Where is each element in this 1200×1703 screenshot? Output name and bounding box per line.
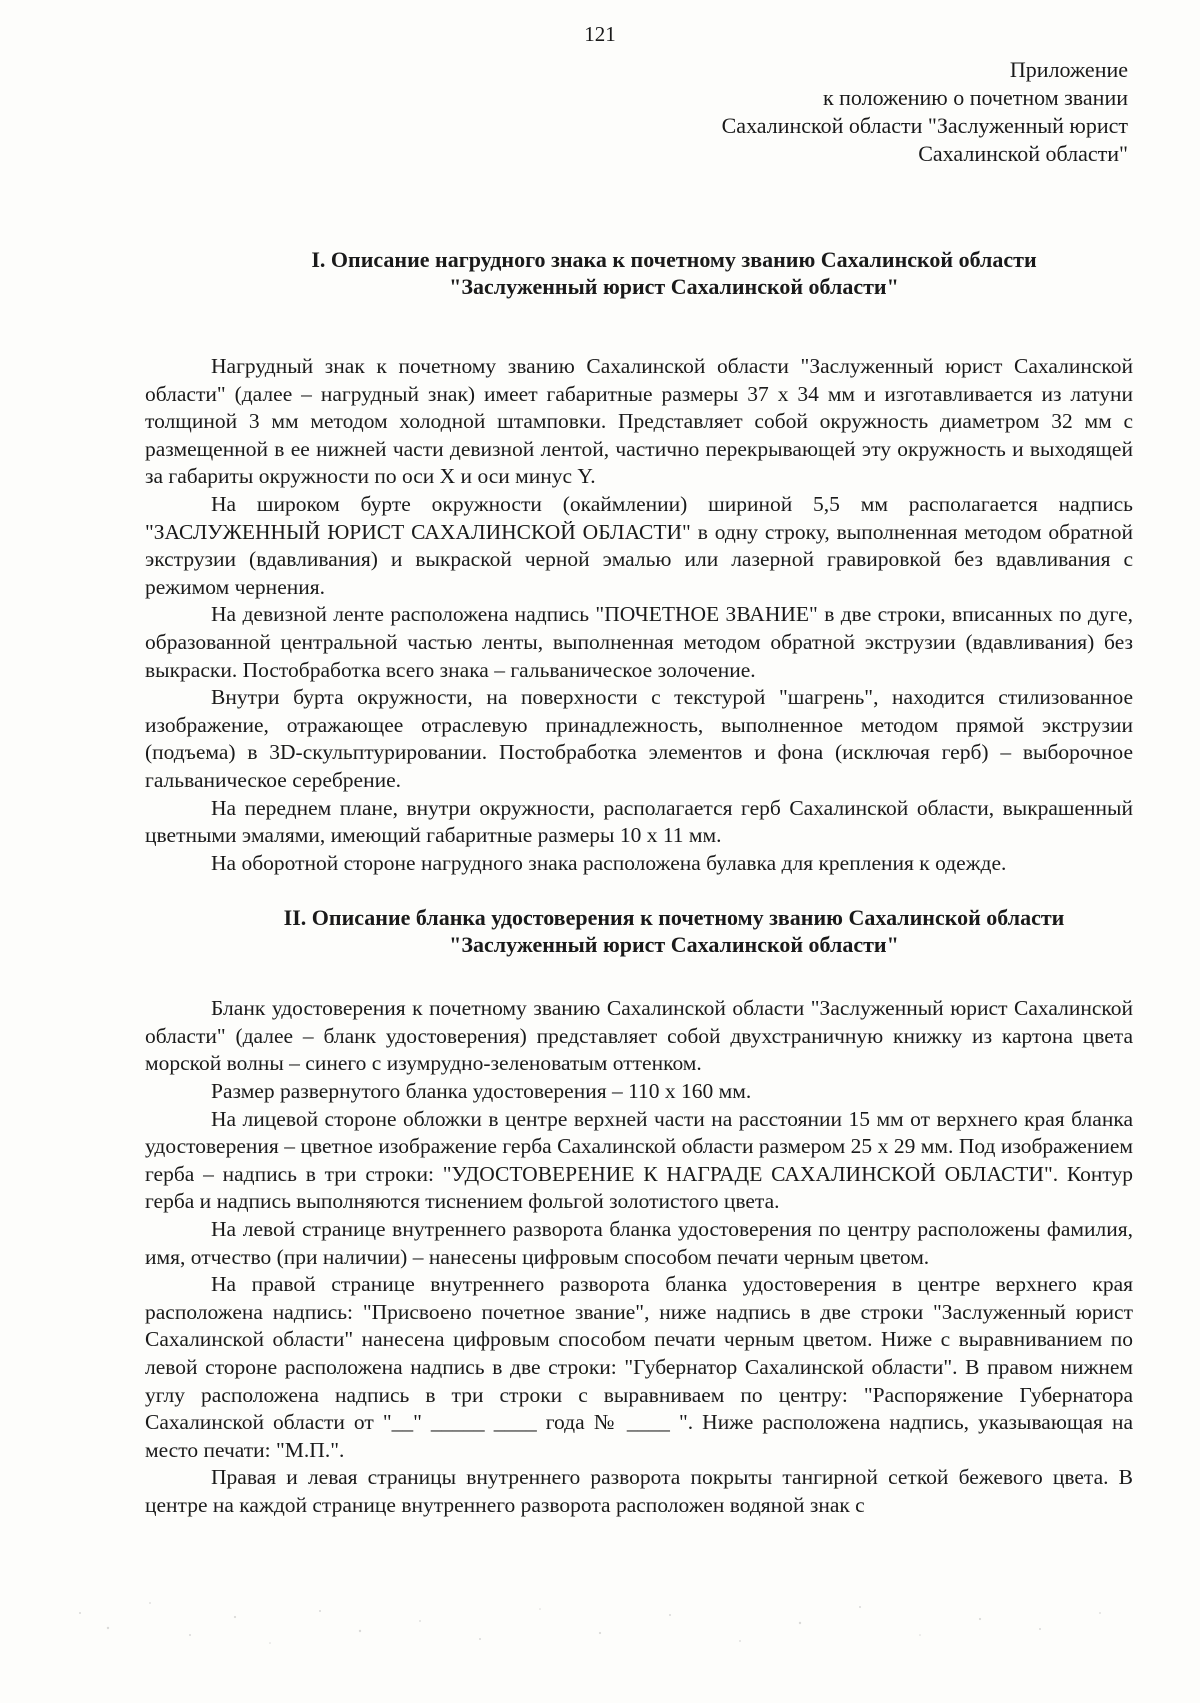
document-body — [145, 246, 1133, 1520]
page-number: 121 — [584, 22, 616, 46]
section1-heading-line: I. Описание нагрудного знака к почетному званию Сахалинской области — [311, 247, 1037, 272]
scan-noise — [60, 1573, 1140, 1663]
paragraph: Нагрудный знак к почетному званию Сахалинской области "Заслуженный юрист Сахалинской области" (далее – нагрудный знак) имеет габаритные размеры 37 x 34 мм и изготавливается из латуни толщиной 3 мм методом холодной штамповки. Представляет собой окружность диаметром 32 мм с размещенной в ее нижней части девизной лентой, частично перекрывающей эту окружность и выходящей за габариты окружности по оси X и оси минус Y. — [145, 354, 1133, 489]
paragraph: На оборотной стороне нагрудного знака расположена булавка для крепления к одежде. — [211, 850, 1007, 875]
paragraph: На широком бурте окружности (окаймлении) шириной 5,5 мм располагается надпись "ЗАСЛУЖЕННЫЙ ЮРИСТ САХАЛИНСКОЙ ОБЛАСТИ" в одну строку, выполненная методом обратной экструзии (вдавливания) и выкраской черной эмалью или лазерной гравировкой без вдавливания с режимом чернения. — [145, 491, 1133, 599]
section2-text — [145, 995, 1133, 1519]
section1-text — [145, 353, 1133, 877]
paragraph: На девизной ленте расположена надпись "ПОЧЕТНОЕ ЗВАНИЕ" в две строки, вписанных по дуге, образованной центральной частью ленты, выполненная методом обратной экструзии (вдавливания) без выкраски. Постобработка всего знака – гальваническое золочение. — [145, 602, 1133, 682]
section2-heading-line: "Заслуженный юрист Сахалинской области" — [449, 932, 899, 958]
appendix-line: Сахалинской области" — [918, 141, 1128, 166]
paragraph: На лицевой стороне обложки в центре верхней части на расстоянии 15 мм от верхнего края бланка удостоверения – цветное изображение герба Сахалинской области размером 25 x 29 мм. Под изображением герба – надпись в три строки: "УДОСТОВЕРЕНИЕ К НАГРАДЕ САХАЛИНСКОЙ ОБЛАСТИ". Контур герба и надпись выполняются тиснением фольгой золотистого цвета. — [145, 1106, 1133, 1214]
paragraph: Размер развернутого бланка удостоверения – 110 x 160 мм. — [211, 1079, 752, 1104]
paragraph: Внутри бурта окружности, на поверхности с текстурой "шагрень", находится стилизованное изображение, отражающее отраслевую принадлежность, выполненное методом прямой экструзии (подъема) в 3D-скульптурировании. Постобработка элементов и фона (исключая герб) – выборочное гальваническое серебрение. — [145, 685, 1133, 792]
paragraph: На левой странице внутреннего разворота бланка удостоверения по центру расположены фамилия, имя, отчество (при наличии) – нанесены цифровым способом печати черным цветом. — [145, 1217, 1133, 1269]
appendix-line: Приложение — [1009, 57, 1128, 82]
section1-heading-line: "Заслуженный юрист Сахалинской области" — [449, 274, 899, 299]
paragraph: Бланк удостоверения к почетному званию Сахалинской области "Заслуженный юрист Сахалинской области" (далее – бланк удостоверения) представляет собой двухстраничную книжку из картона цвета морской волны – синего с изумрудно-зеленоватым оттенком. — [145, 996, 1133, 1076]
section1-heading — [145, 246, 1133, 300]
section2-heading — [145, 904, 1133, 958]
appendix-line: к положению о почетном звании — [822, 85, 1128, 110]
appendix-block — [722, 56, 1128, 168]
paragraph: На переднем плане, внутри окружности, располагается герб Сахалинской области, выкрашенный цветными эмалями, имеющий габаритные размеры 10 x 11 мм. — [145, 795, 1133, 848]
paragraph: Правая и левая страницы внутреннего разворота покрыты тангирной сеткой бежевого цвета. В центре на каждой странице внутреннего разворота расположен водяной знак с — [145, 1465, 1133, 1517]
section2-heading-line: II. Описание бланка удостоверения к почетному званию Сахалинской области — [283, 905, 1065, 931]
paragraph: На правой странице внутреннего разворота бланка удостоверения в центре верхнего края расположена надпись: "Присвоено почетное звание", ниже надпись в две строки "Заслуженный юрист Сахалинской области" нанесена цифровым способом печати черным цветом. Ниже с выравниванием по левой стороне расположена надпись в две строки: "Губернатор Сахалинской области". В правом нижнем углу расположена надпись в три строки с выравниваем по центру: "Распоряжение Губернатора Сахалинской области от "__" _____ ____ года № ____ ". Ниже расположена надпись, указывающая на место печати: "М.П.". — [145, 1272, 1133, 1462]
appendix-line: Сахалинской области "Заслуженный юрист — [721, 113, 1128, 138]
